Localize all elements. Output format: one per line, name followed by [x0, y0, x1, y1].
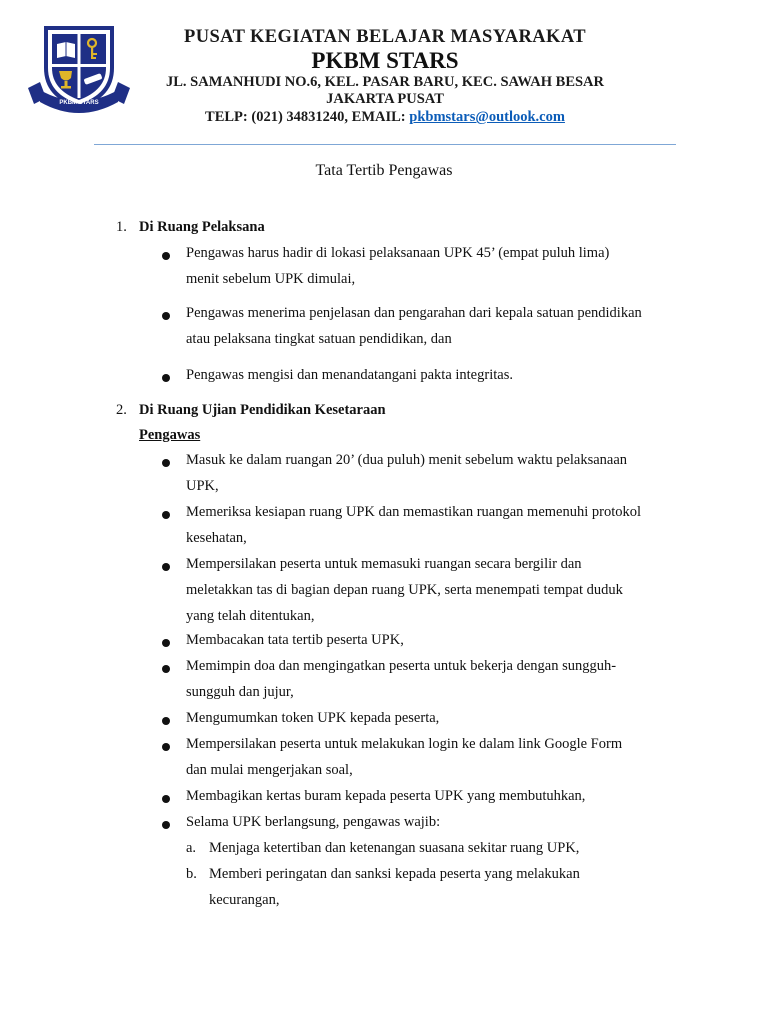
section-title: Di Ruang Pelaksana: [139, 219, 265, 235]
telp-text: TELP: (021) 34831240, EMAIL:: [205, 109, 410, 125]
bullet-icon: [162, 312, 170, 320]
sub-item-line: Menjaga ketertiban dan ketenangan suasana sekitar ruang UPK,: [209, 840, 580, 856]
list-item-line: sungguh dan jujur,: [186, 684, 294, 700]
sub-item-marker: a.: [186, 840, 197, 856]
list-item-line: meletakkan tas di bagian depan ruang UPK, serta menempati tempat duduk: [186, 582, 623, 598]
logo-ribbon-text: PKBM STARS: [59, 100, 99, 106]
list-item-line: kesehatan,: [186, 530, 247, 546]
bullet-icon: [162, 717, 170, 725]
list-item-line: menit sebelum UPK dimulai,: [186, 271, 356, 287]
letterhead: [0, 0, 768, 150]
list-item-line: Selama UPK berlangsung, pengawas wajib:: [186, 814, 441, 830]
document-title: Tata Tertib Pengawas: [315, 162, 453, 179]
bullet-icon: [162, 665, 170, 673]
list-item-line: dan mulai mengerjakan soal,: [186, 762, 353, 778]
sub-item-marker: b.: [186, 866, 197, 882]
address-line-1: JL. SAMANHUDI NO.6, KEL. PASAR BARU, KEC. SAWAH BESAR: [165, 74, 604, 90]
bullet-icon: [162, 511, 170, 519]
section-subtitle: Pengawas: [139, 427, 201, 443]
section-number: 2.: [116, 402, 127, 418]
bullet-icon: [162, 252, 170, 260]
bullet-icon: [162, 563, 170, 571]
list-item-line: Masuk ke dalam ruangan 20’ (dua puluh) menit sebelum waktu pelaksanaan: [186, 452, 628, 468]
section-number: 1.: [116, 219, 127, 235]
address-line-2: JAKARTA PUSAT: [326, 91, 444, 107]
bullet-icon: [162, 795, 170, 803]
contact-line: [140, 108, 630, 127]
bullet-icon: [162, 743, 170, 751]
pkbm-stars-crest-logo: [26, 20, 132, 116]
bullet-icon: [162, 459, 170, 467]
list-item-line: Mempersilakan peserta untuk memasuki ruangan secara bergilir dan: [186, 556, 582, 572]
section-title: Di Ruang Ujian Pendidikan Kesetaraan: [139, 402, 386, 418]
list-item-line: Memeriksa kesiapan ruang UPK dan memastikan ruangan memenuhi protokol: [186, 504, 642, 520]
email-link[interactable]: pkbmstars@outlook.com: [409, 109, 565, 125]
bullet-icon: [162, 374, 170, 382]
brand-name: PKBM STARS: [311, 48, 459, 73]
sub-item-line: kecurangan,: [209, 892, 280, 908]
list-item-line: Pengawas harus hadir di lokasi pelaksanaan UPK 45’ (empat puluh lima): [186, 245, 610, 261]
list-item-line: UPK,: [186, 478, 219, 494]
list-item-line: Memimpin doa dan mengingatkan peserta untuk bekerja dengan sungguh-: [186, 658, 617, 674]
bullet-icon: [162, 821, 170, 829]
letterhead-text: [140, 26, 630, 127]
list-item-line: Mempersilakan peserta untuk melakukan login ke dalam link Google Form: [186, 736, 623, 752]
sub-item-line: Memberi peringatan dan sanksi kepada peserta yang melakukan: [209, 866, 580, 882]
list-item-line: Pengawas mengisi dan menandatangani pakta integritas.: [186, 367, 513, 383]
list-item-line: Membagikan kertas buram kepada peserta UPK yang membutuhkan,: [186, 788, 586, 804]
list-item-line: Pengawas menerima penjelasan dan pengarahan dari kepala satuan pendidikan: [186, 305, 642, 321]
header-divider: [94, 144, 676, 145]
organization-name: PUSAT KEGIATAN BELAJAR MASYARAKAT: [184, 27, 586, 47]
list-item-line: yang telah ditentukan,: [186, 608, 315, 624]
bullet-icon: [162, 639, 170, 647]
list-item-line: Mengumumkan token UPK kepada peserta,: [186, 710, 440, 726]
list-item-line: atau pelaksana tingkat satuan pendidikan, dan: [186, 331, 452, 347]
list-item-line: Membacakan tata tertib peserta UPK,: [186, 632, 404, 648]
